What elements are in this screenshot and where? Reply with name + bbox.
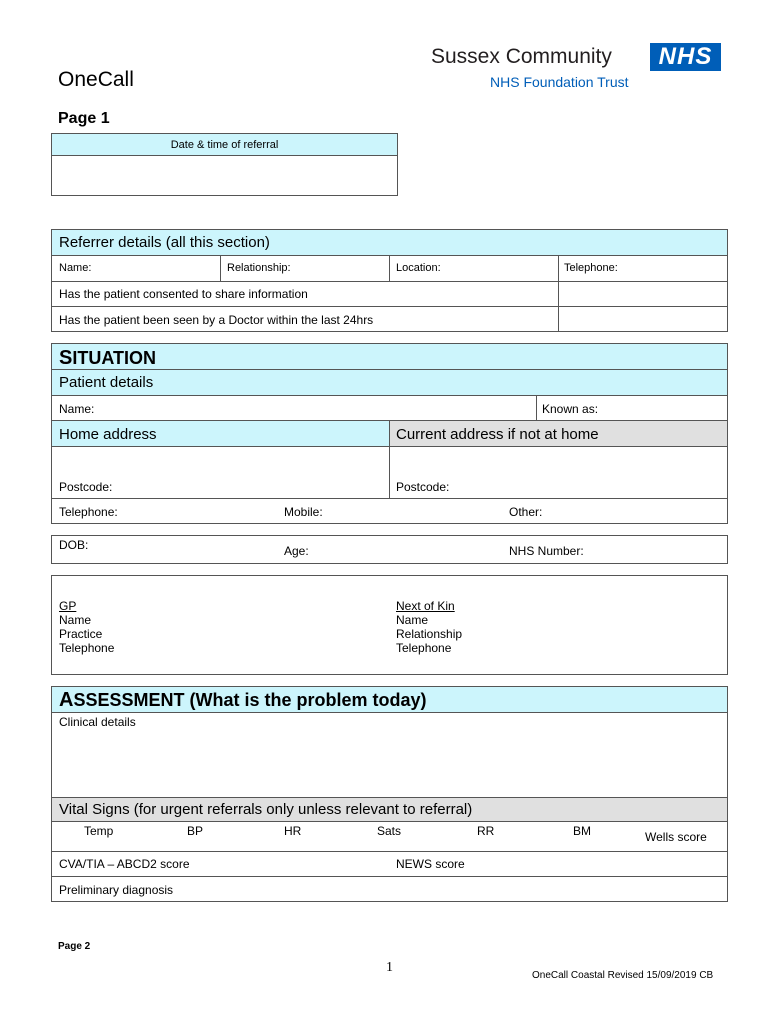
nhs-badge: NHS bbox=[650, 43, 721, 71]
referral-time-label: Date & time of referral bbox=[170, 139, 279, 151]
form-title: OneCall bbox=[58, 68, 134, 91]
home-address-heading: Home address bbox=[59, 426, 157, 443]
vital-sats-label: Sats bbox=[377, 824, 402, 838]
cva-score-label: CVA/TIA – ABCD2 score bbox=[59, 857, 190, 871]
referrer-name-label: Name: bbox=[59, 262, 92, 274]
nhs-number-label: NHS Number: bbox=[509, 544, 584, 558]
age-label: Age: bbox=[284, 544, 309, 558]
dob-row bbox=[51, 535, 728, 564]
referrer-location-label: Location: bbox=[396, 262, 441, 274]
clinical-details-field[interactable] bbox=[54, 731, 724, 795]
known-as-label: Known as: bbox=[542, 402, 599, 416]
vital-rr-label: RR bbox=[477, 824, 495, 838]
seen-doctor-answer-field[interactable] bbox=[560, 308, 726, 331]
page2-label: Page 2 bbox=[58, 941, 91, 952]
patient-details-heading: Patient details bbox=[59, 374, 154, 391]
vital-temp-label: Temp bbox=[84, 824, 114, 838]
vital-bp-label: BP bbox=[187, 824, 204, 838]
patient-telephone-label: Telephone: bbox=[59, 505, 118, 519]
assessment-section bbox=[51, 686, 728, 902]
current-postcode-label: Postcode: bbox=[396, 480, 450, 494]
kin-relationship-label: Relationship bbox=[396, 627, 463, 641]
kin-telephone-label: Telephone bbox=[396, 641, 452, 655]
gp-practice-label: Practice bbox=[59, 627, 103, 641]
wells-score-label: Wells score bbox=[645, 830, 707, 844]
contacts-section bbox=[51, 575, 728, 675]
org-name: Sussex Community bbox=[431, 45, 612, 68]
referrer-telephone-label: Telephone: bbox=[564, 262, 618, 274]
consent-answer-field[interactable] bbox=[560, 282, 726, 305]
patient-other-label: Other: bbox=[509, 505, 543, 519]
referrer-relationship-label: Relationship: bbox=[227, 262, 291, 274]
vital-hr-label: HR bbox=[284, 824, 302, 838]
page-label: Page 1 bbox=[58, 110, 110, 127]
patient-name-label: Name: bbox=[59, 402, 95, 416]
situation-section bbox=[51, 343, 728, 524]
gp-block bbox=[59, 599, 114, 655]
dob-label: DOB: bbox=[59, 538, 89, 552]
consent-question: Has the patient consented to share information bbox=[59, 287, 308, 301]
kin-name-label: Name bbox=[396, 613, 429, 627]
home-postcode-label: Postcode: bbox=[59, 480, 113, 494]
clinical-details-label: Clinical details bbox=[59, 715, 136, 729]
patient-mobile-label: Mobile: bbox=[284, 505, 323, 519]
referral-time-box bbox=[51, 133, 398, 196]
gp-heading: GP bbox=[59, 599, 77, 613]
gp-name-label: Name bbox=[59, 613, 92, 627]
revision-note: OneCall Coastal Revised 15/09/2019 CB bbox=[532, 970, 714, 981]
current-address-heading: Current address if not at home bbox=[396, 426, 599, 443]
next-of-kin-block bbox=[396, 599, 462, 655]
page-number: 1 bbox=[386, 960, 393, 975]
seen-doctor-question: Has the patient been seen by a Doctor within the last 24hrs bbox=[59, 313, 374, 327]
referrer-heading: Referrer details (all this section) bbox=[59, 234, 270, 251]
vital-bm-label: BM bbox=[573, 824, 591, 838]
situation-heading: SITUATION bbox=[59, 347, 156, 369]
kin-heading: Next of Kin bbox=[396, 599, 455, 613]
vital-signs-heading: Vital Signs (for urgent referrals only unless relevant to referral) bbox=[59, 801, 473, 818]
gp-telephone-label: Telephone bbox=[59, 641, 115, 655]
org-subname: NHS Foundation Trust bbox=[490, 74, 629, 90]
preliminary-diagnosis-label: Preliminary diagnosis bbox=[59, 883, 174, 897]
news-score-label: NEWS score bbox=[396, 857, 465, 871]
referral-time-field[interactable] bbox=[54, 157, 394, 193]
referrer-section bbox=[51, 229, 728, 332]
assessment-heading: ASSESSMENT (What is the problem today) bbox=[59, 689, 427, 711]
